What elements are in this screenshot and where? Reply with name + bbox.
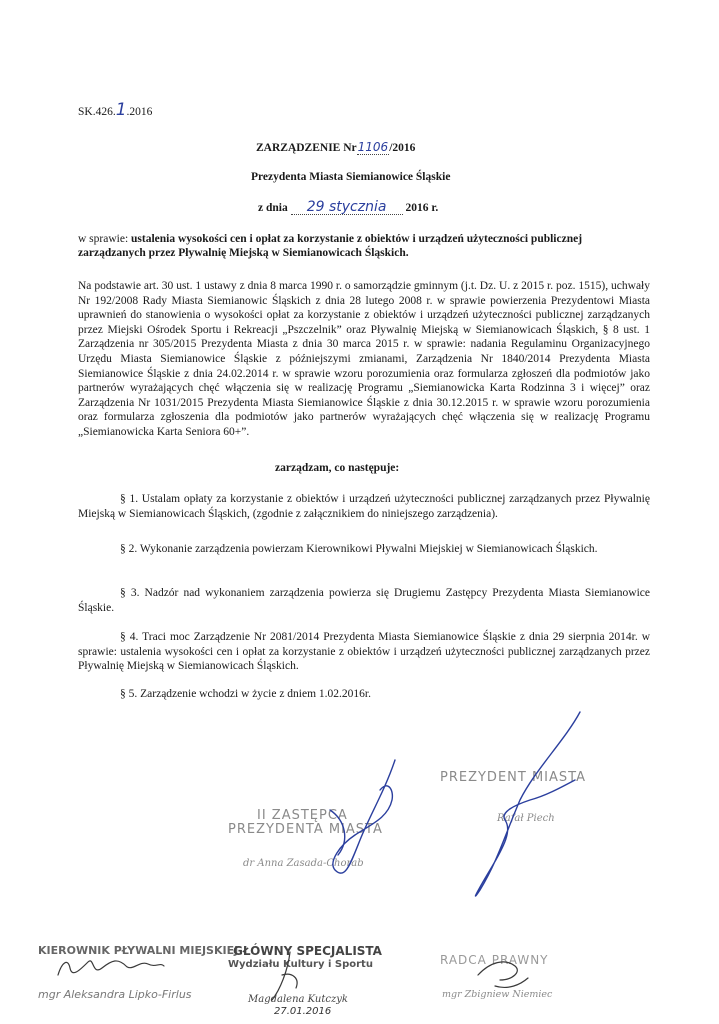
- specialist-handwritten-date: 27.01.2016: [274, 1006, 332, 1017]
- president-signature: [475, 712, 580, 896]
- date-suffix: 2016 r.: [405, 202, 439, 214]
- president-stamp-title: PREZYDENT MIASTA: [440, 770, 586, 785]
- legal-basis-paragraph: Na podstawie art. 30 ust. 1 ustawy z dnia 8 marca 1990 r. o samorządzie gminnym (j.t. Dz. U. z 2015 r. poz. 1515), uchwały Nr 192/2008 Rady Miasta Siemianowic Śląskich z dnia 28 lutego 2008 r. w sprawie powierzenia Prezydentowi Miasta uprawnień do stanowienia o wysokości opłat za korzystanie z obiektów i urządzeń użyteczności publicznej zarządzanych przez Miejski Ośrodek Sportu i Rekreacji „Pszczelnik” oraz Pływalnię Miejską w Siemianowicach Śląskich, § 8 ust. 1 Zarządzenia nr 305/2015 Prezydenta Miasta z dnia 30 marca 2015 r. w sprawie: nadania Regulaminu Organizacyjnego Urzędu Miasta Siemianowice Śląskie z późniejszymi zmianami, Zarządzenia Nr 1840/2014 Prezydenta Miasta Siemianowice Śląskie z dnia 24.02.2014 r. w sprawie wzoru porozumienia oraz formularza zgłoszeń dla podmiotów jako partnerów wyrażających chęć włączenia się w realizację Programu „Siemianowicka Karta Rodzinna 3 i więcej” oraz Zarządzenia Nr 1031/2015 Prezydenta Miasta Siemianowice Śląskie z dnia 30.12.2015 r. w sprawie wzoru porozumienia oraz formularza zgłoszenia dla podmiotów jako partnerów wyrażających chęć włączenia się w realizację Programu „Siemianowicka Karta Seniora 60+”.: [78, 280, 650, 438]
- specialist-stamp-department: Wydziału Kultury i Sportu: [228, 959, 373, 970]
- title-suffix: /2016: [389, 142, 416, 154]
- pool-head-signature: [58, 961, 164, 975]
- subject-text-1: ustalenia wysokości cen i opłat za korzystanie z obiektów i urządzeń użyteczności publicznej: [131, 233, 583, 245]
- reference-handwritten: 1: [115, 100, 127, 120]
- deputy-stamp-line-2: PREZYDENTA MIASTA: [228, 822, 383, 837]
- reference-number: [78, 100, 153, 120]
- pool-head-stamp-title: KIEROWNIK PŁYWALNI MIEJSKIEJ: [38, 944, 239, 957]
- issuer: Prezydenta Miasta Siemianowice Śląskie: [251, 171, 451, 183]
- deputy-stamp-line-1: II ZASTĘPCA: [257, 808, 348, 823]
- date-handwritten: 29 stycznia: [291, 200, 403, 215]
- pool-head-stamp-name: mgr Aleksandra Lipko-Firlus: [38, 988, 192, 1001]
- president-stamp-name: Rafał Piech: [497, 813, 555, 824]
- deputy-stamp-name: dr Anna Zasada-Chorab: [243, 858, 364, 869]
- specialist-stamp-name: Magdalena Kutczyk: [248, 994, 348, 1005]
- ordinance-title: [256, 140, 415, 155]
- specialist-stamp-title: GŁÓWNY SPECJALISTA: [233, 944, 382, 958]
- legal-advisor-stamp-title: RADCA PRAWNY: [440, 953, 549, 967]
- reference-prefix: SK.426.: [78, 106, 116, 118]
- section-5: § 5. Zarządzenie wchodzi w życie z dniem 1.02.2016r.: [120, 688, 371, 700]
- section-3: § 3. Nadzór nad wykonaniem zarządzenia powierza się Drugiemu Zastępcy Prezydenta Miasta Siemianowice Śląskie.: [78, 587, 650, 614]
- section-2: § 2. Wykonanie zarządzenia powierzam Kierownikowi Pływalni Miejskiej w Siemianowicach Śląskich.: [120, 543, 598, 555]
- title-number-handwritten: 1106: [357, 140, 389, 154]
- subject-line-1: [78, 232, 582, 246]
- section-4: § 4. Traci moc Zarządzenie Nr 2081/2014 Prezydenta Miasta Siemianowice Śląskie z dnia 29 sierpnia 2014r. w sprawie: ustalenia wysokości cen i opłat za korzystanie z obiektów i urządzeń użyteczności publicznej zarządzanych przez Pływalnię Miejską w Siemianowicach Śląskich.: [78, 631, 650, 673]
- title-prefix: ZARZĄDZENIE Nr: [256, 142, 357, 154]
- date-prefix: z dnia: [258, 202, 288, 214]
- subject-prefix: w sprawie:: [78, 233, 129, 245]
- ordinance-date: [258, 200, 438, 215]
- section-1: § 1. Ustalam opłaty za korzystanie z obiektów i urządzeń użyteczności publicznej zarządzanych przez Pływalnię Miejską w Siemianowicach Śląskich, (zgodnie z załącznikiem do niniejszego zarządzenia).: [78, 493, 650, 520]
- ordering-heading: zarządzam, co następuje:: [275, 462, 400, 474]
- legal-advisor-stamp-name: mgr Zbigniew Niemiec: [442, 989, 553, 1000]
- subject-line-2: zarządzanych przez Pływalnię Miejską w Siemianowicach Śląskich.: [78, 247, 409, 259]
- reference-suffix: .2016: [126, 106, 153, 118]
